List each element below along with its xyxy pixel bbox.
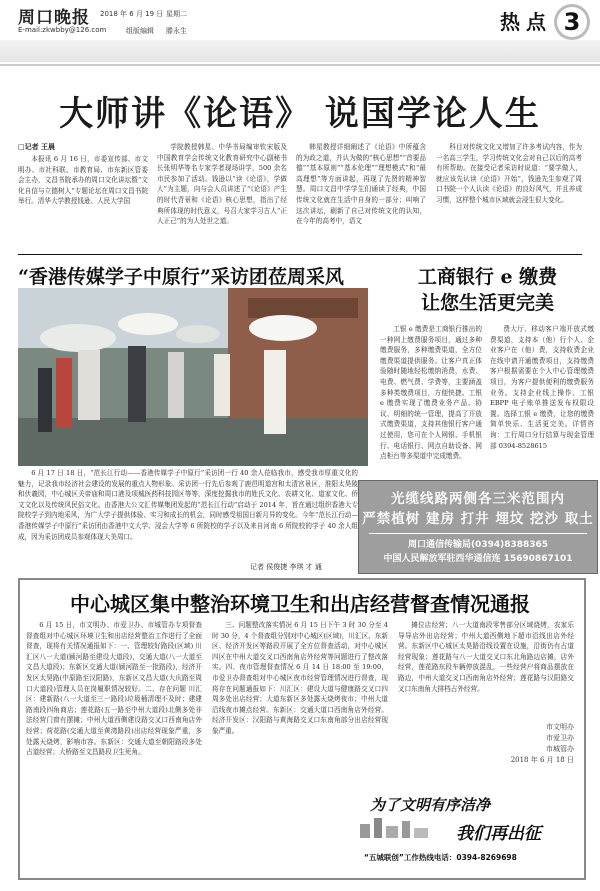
story3-signatures: 市文明办 市爱卫办 市城管办 2018 年 6 月 18 日 [510, 723, 574, 764]
civilization-campaign-ad [356, 794, 582, 876]
campaign-slogan-2: 我们再出征 [456, 824, 541, 844]
story1-column-2: 学院教授韩星、中华书局编审钦宋版及中国教育学会传统文化教育研究中心副秘书长张明华等名专家学者现场讲学，500 余名市民参加了活动。钱逊以“读《论语》，学做人”为主题，向与会人员讲述了“《论语》产生的时代背景和《论语》核心思想，指出了经典所体现的时代意义，号召大家学习古人“正人正己”的为人处世之道。 [157, 143, 287, 226]
story2-caption: 6 月 17 日 18 日，“范长江行动——香港传媒学子中原行”采访团一行 40 余人莅临我市，感受我市厚重文化的魅力，记录我市经济社会建设的发展的重点人物形象。采访团一行先后参观了鹿邑明道宫和太清宫景区，淮阳太昊陵和伏羲园，中心城区关帝庙和周口港及项城医药科技园区等等，深度挖掘我市的姓氏文化、农耕文化、道家文化、侨文文化以及传统风民俗文化。由香港大公文汇传媒集团发起的“范长江行动”启动于 2014 年，旨在通过组织香港大专院校学子到内地采风，为广大学子提供体验、实习和成长的机会，同时感受祖国日新月异的变化。今年“范长江行动—香港传媒学子中原行”采访团由香港中文大学、浸会大学等 6 所院校的学子以及来自河南 6 所院校的学子 40 余人组成，因为采访团成员参观体现大美周口。 [18, 469, 358, 541]
story2-reporters: 记者 侯俊捷 李琪 才 通 [250, 563, 322, 571]
section-title: 热点 [500, 10, 552, 34]
editor-name: 滕永生 [166, 27, 187, 35]
story1-byline: □记者 王晨 [18, 142, 56, 151]
news-photo-students-umbrellas [18, 288, 368, 466]
story1-column-3: 韩星教授详细阐述了《论语》中所蕴含的为政之道，并认为做的“核心思想”“首要品德”“基本原则”“基本伦理”“理想模式”和“最高理想”等方面讲起，再现了先贤的精神智慧。周口文昌中学学生们诵读了经典，中国传统文化就在生活中自身的一部分；叫响了这次讲坛，刷新了自己对传统文化的认知，在今年的高考中，语文 [296, 143, 426, 226]
editor-label: 组版编辑 [126, 27, 154, 35]
cable-ad-divider [369, 533, 587, 534]
issue-date: 2018 年 6 月 19 日 [100, 10, 164, 18]
story1-column-1: 本报讯 6 月 16 日，市委宣传部、市文明办、市社科联、市教育局、市东新区管委会主办，文昌书院承办的周口文化讲坛暨“文化自信与立德树人”专题论坛在周口文昌书院举行。清华大学教授钱逊、人民大学国 [18, 155, 148, 206]
skyline-graphic [356, 816, 446, 838]
header-band [0, 40, 600, 62]
cable-ad-line-1: 光缆线路两侧各三米范围内 [391, 491, 565, 507]
issue-weekday: 星期二 [166, 10, 187, 18]
story2-headline: “香港传媒学子中原行”采访团莅周采风 [18, 266, 344, 288]
story1-headline: 大师讲《论语》 说国学论人生 [59, 94, 541, 134]
story3-column-3: 摊位店经营；八一大道南段零售部分区域烧烤，农家乐导导店外出店经营；中州大道西侧地下超市沿线出店外经营。东新区中心城区太昊路沿线设置在设施，沿街仍有占道经营现象；莲花路与八一大道交叉口东北角路边店摊，店外经营，莲花路东段车辆停放混乱，一些经营户将商品摆放在路边，中州大道交叉口西南角店外经营；莲花路与汉阳路交叉口东南角大排档占外经营。 [398, 621, 574, 693]
story1-divider [18, 254, 582, 255]
newspaper-logo: 周口晚报 [18, 8, 90, 28]
cable-ad-contact-1: 周口通信传输局(0394)8388365 [407, 540, 549, 550]
cable-ad-contact-2: 中国人民解放军驻西华通信连 15690867101 [383, 554, 573, 564]
icbc-ad-column-1: 工银 e 缴费是工商银行推出的一种网上缴费服务项目，通过多种缴费服务，多种缴费渠道，全方位缴费渠道提供服务。让客户真正体验随时随地轻松缴纳消费，水费、电费、燃气费、学费等，主要涵盖多种类缴费项目，方便快捷。工银 e 缴费实现了缴费业务产品、协议、明细的统一管理，提高了开放式缴费渠道，支持其他银行客户通过使用，您可在个人网银、手机银行、电话银行、网点自助设备、网点柜台等多渠道中完成缴费。 [380, 325, 482, 461]
page-number: 3 [554, 4, 590, 40]
campaign-slogan-1: 为了文明有序洁净 [370, 796, 491, 814]
story3-column-1: 6 月 15 日，市文明办、市爱卫办、市城管办专项督查督查组对中心城区环境卫生和出店经营整治工作进行了全面督查，现将有关情况通报如下：一、管理较好路段(区域) 川汇区八一大道(颍河路至建设大道段)，交通大道(八一大道至文昌大道段)；东新区交通大道(颍河路至一批路段)，经济开发区太昊路(中原路至汉阳路)，东新区文昌大道(大庆路至周口大道段)管理人员在岗履职情况较好。二、存在问题 川汇区：建新路(八一大道至三一路段)垃圾桶清理不及时；建建路南段四角商店；莲花路(五一路至中州大道段)北侧多处非法经营门窗有摆摊；中州大道西侧建设路交叉口西南角店外经营；荷花路(交通大道至黄湾路段)出店经营现象严重，多处露天烧烤，影响市容。东新区：交通大道至朝阳路段多处占道经营；大桥路至文昌路段卫生死角。 [26, 621, 202, 757]
icbc-ad-column-2: 费大厅、移动客户端开放式缴费渠道，支持本（他）行个人、企业客户在（他）费，支持收费企业在线申请开通缴费项目，支持缴费客户根据需要在个人中心管理缴费项目，为客户提供便利的缴费服务业务。支持企业线上操作、工银 EBPP 电子账单推送发布权限设置。选择工银 e 缴费，让您的缴费简单快乐、生活更完美。详情咨询：工行周口分行结算与现金管理部 0394-8528615 [490, 325, 594, 450]
story1-column-4: 科目对传统文化又增加了许多考试内容，作为一名高三学生，学习传统文化会对自己以后的高考有所帮助。在接受记者采访时说道：“要学做人，就应该先认读《论语》开始”，钱逊先生参观了周口书院一个人认读《论语》的良好风气，并且养成习惯，这样整个城市区域就会浸生很大变化。 [436, 143, 582, 204]
cable-ad-line-2: 严禁植树 建房 打井 埋坟 挖沙 取土 [362, 511, 594, 527]
story3-headline: 中心城区集中整治环境卫生和出店经营督查情况通报 [70, 592, 530, 616]
header-divider [0, 64, 600, 66]
cable-protection-ad [358, 480, 598, 574]
story3-column-2: 三、问题整改落实情况 6 月 15 日下午 3 时 30 分至 4 时 30 分，4 个督查组分别对中心城区(区域)，川汇区、东新区、经济开发区等路段开展了全方位督查活动，对中心城区四区在中州大道交叉口西南角店外经营等问题进行了整改落实。四、夜市管理督查情况 6 月 14 日 18:00 至 19:00，市爱卫办督查组对中心城区夜市经营管理情况进行督查，现将存在问题通报如下：川汇区：建设大道与健康路交叉口四周多处出店经营；大道东新区多处露天烧烤夜市；中州大道沿线夜市摊点经营。东新区：交通大道口西南角店外经营。经济开发区：汉阳路与黄海路交叉口东南角部分出店经营现象严重。 [212, 621, 388, 735]
icbc-ad-subtitle: 让您生活更完美 [420, 292, 554, 314]
icbc-ad-title: 工商银行 e 缴费 [417, 266, 558, 288]
campaign-hotline: “五城联创”工作热线电话：0394-8269698 [364, 853, 517, 862]
contact-email: E-mail:zkwbby@126.com [18, 26, 107, 34]
